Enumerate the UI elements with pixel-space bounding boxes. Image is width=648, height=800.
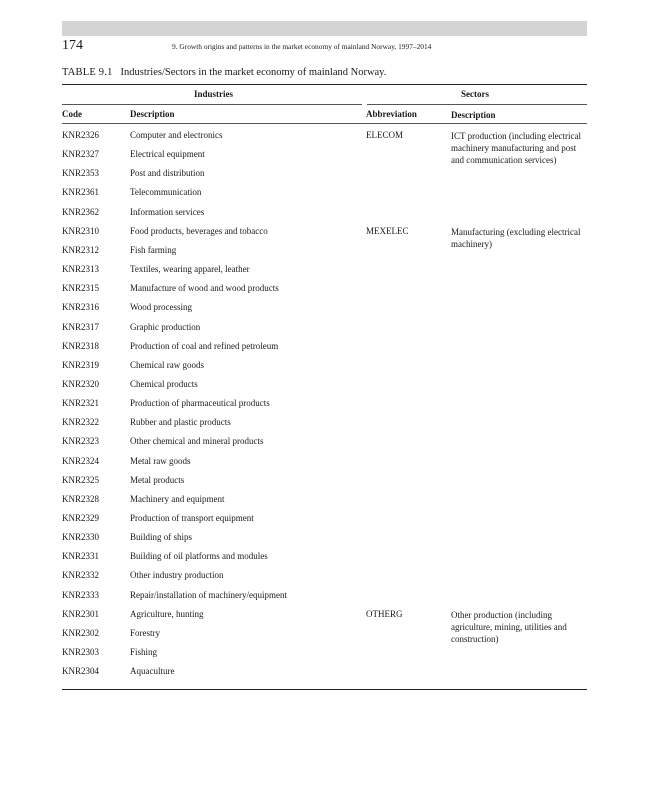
row-code: KNR2362 — [62, 206, 100, 217]
row-description: Chemical raw goods — [130, 359, 204, 370]
row-description: Agriculture, hunting — [130, 608, 204, 619]
row-description: Food products, beverages and tobacco — [130, 225, 268, 236]
table-caption — [62, 67, 386, 78]
row-description: Forestry — [130, 627, 160, 638]
sectors-group-rule — [367, 104, 587, 105]
row-description: Machinery and equipment — [130, 493, 225, 504]
row-code: KNR2312 — [62, 244, 100, 255]
sector-description: Manufacturing (excluding electrical machinery) — [451, 226, 581, 249]
sector-description: ICT production (including electrical machinery manufacturing and post and communication services) — [451, 131, 582, 165]
row-code: KNR2302 — [62, 627, 100, 638]
row-code: KNR2321 — [62, 398, 100, 409]
row-description: Fish farming — [130, 244, 177, 255]
row-description: Other chemical and mineral products — [130, 436, 264, 447]
row-description: Post and distribution — [130, 168, 205, 179]
row-code: KNR2318 — [62, 340, 100, 351]
row-code: KNR2313 — [62, 264, 100, 275]
page-number: 174 — [62, 38, 83, 53]
row-code: KNR2315 — [62, 283, 100, 294]
row-code: KNR2361 — [62, 187, 100, 198]
row-code: KNR2325 — [62, 474, 100, 485]
row-code: KNR2319 — [62, 359, 100, 370]
row-description: Metal products — [130, 474, 185, 485]
row-code: KNR2329 — [62, 513, 100, 523]
row-code: KNR2322 — [62, 417, 100, 428]
row-description: Information services — [130, 206, 205, 217]
row-code: KNR2301 — [62, 608, 100, 619]
row-code: KNR2331 — [62, 551, 100, 562]
group-header-industries: Industries — [194, 89, 234, 99]
table-top-rule — [62, 84, 587, 85]
row-description: Repair/installation of machinery/equipment — [130, 589, 287, 600]
row-description: Electrical equipment — [130, 149, 205, 160]
table-label: TABLE 9.1 — [62, 67, 113, 78]
row-description: Telecommunication — [130, 187, 202, 198]
row-description: Manufacture of wood and wood products — [130, 283, 279, 294]
row-code: KNR2317 — [62, 321, 100, 332]
row-description: Chemical products — [130, 378, 198, 389]
sector-abbreviation: MEXELEC — [366, 225, 409, 236]
sector-abbreviation: ELECOM — [366, 130, 403, 140]
row-code: KNR2320 — [62, 378, 100, 389]
industries-group-rule — [62, 104, 362, 105]
row-description: Building of oil platforms and modules — [130, 551, 268, 562]
row-description: Textiles, wearing apparel, leather — [130, 264, 250, 275]
row-description: Building of ships — [130, 532, 193, 543]
row-description: Computer and electronics — [130, 130, 223, 140]
sector-description: Other production (including agriculture, mining, utilities and construction) — [451, 609, 567, 644]
column-header-sector-description: Description — [451, 110, 496, 120]
row-code: KNR2316 — [62, 302, 100, 313]
row-code: KNR2353 — [62, 168, 100, 179]
row-description: Production of coal and refined petroleum — [130, 340, 279, 351]
row-description: Production of pharmaceutical products — [130, 398, 270, 409]
table-title: Industries/Sectors in the market economy of mainland Norway. — [120, 67, 387, 78]
group-header-sectors: Sectors — [461, 89, 489, 99]
row-code: KNR2303 — [62, 647, 100, 658]
column-header-code: Code — [62, 109, 82, 119]
row-code: KNR2324 — [62, 455, 100, 466]
row-code: KNR2323 — [62, 436, 100, 447]
row-description: Metal raw goods — [130, 455, 191, 466]
row-code: KNR2304 — [62, 666, 100, 677]
row-code: KNR2330 — [62, 532, 100, 543]
row-code: KNR2326 — [62, 130, 100, 140]
running-header-band — [62, 21, 587, 36]
running-head: 9. Growth origins and patterns in the market economy of mainland Norway, 1997–2014 — [172, 42, 432, 51]
row-code: KNR2332 — [62, 570, 100, 581]
column-header-description: Description — [130, 109, 175, 119]
column-header-abbreviation: Abbreviation — [366, 109, 417, 119]
table-header-rule — [62, 123, 587, 124]
row-description: Rubber and plastic products — [130, 417, 231, 428]
row-description: Fishing — [130, 647, 158, 658]
row-description: Other industry production — [130, 570, 224, 581]
row-code: KNR2327 — [62, 149, 100, 160]
row-description: Production of transport equipment — [130, 513, 254, 523]
table-bottom-rule — [62, 689, 587, 690]
sector-abbreviation: OTHERG — [366, 608, 403, 619]
row-description: Graphic production — [130, 321, 201, 332]
row-code: KNR2328 — [62, 493, 100, 504]
row-code: KNR2333 — [62, 589, 100, 600]
row-description: Wood processing — [130, 302, 193, 313]
row-code: KNR2310 — [62, 225, 100, 236]
row-description: Aquaculture — [130, 666, 175, 677]
